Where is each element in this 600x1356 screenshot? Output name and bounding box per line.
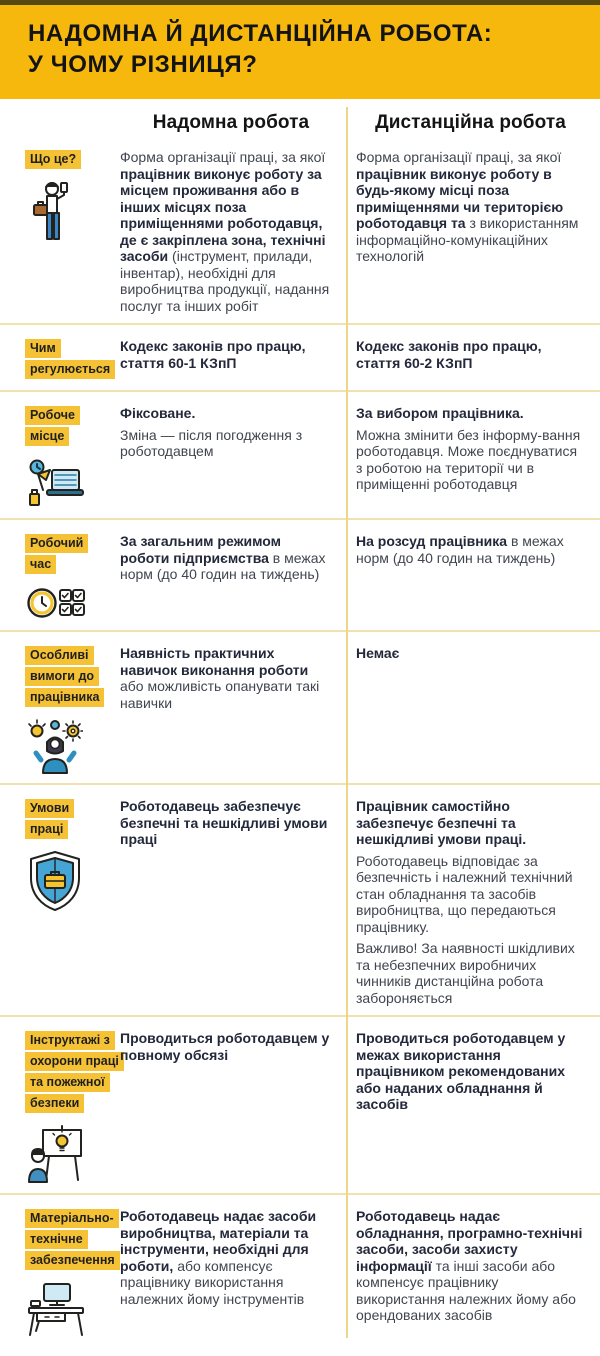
cell-paragraph: Можна змінити без інформу-вання роботодавця. Може поєднуватися з роботою на території чи в приміщенні роботодавця — [356, 426, 581, 492]
cell-home-work — [120, 338, 342, 381]
desk-computer-icon — [27, 1281, 85, 1337]
table-row — [0, 1195, 600, 1346]
cell-paragraph: Роботодавець надає обладнання, програмно-технічні засоби, засоби захисту інформації та інші засоби або компенсує працівнику використання належних йому або орендованих засобів — [356, 1208, 583, 1323]
row-label — [25, 798, 120, 1006]
clock-schedule-icon — [27, 585, 85, 621]
cell-paragraph: Роботодавець забезпечує безпечні та нешкідливі умови праці — [120, 798, 328, 847]
cell-home-work — [120, 798, 342, 1006]
cell-remote-work — [342, 645, 585, 774]
cell-paragraph: За вибором працівника. — [356, 405, 524, 421]
row-label-line: регулюється — [25, 360, 115, 379]
row-label — [25, 533, 120, 621]
cell-remote-work — [342, 405, 585, 509]
cell-home-work — [120, 1208, 342, 1337]
cell-paragraph: Форма організації праці, за якої працівник виконує роботу в будь-якому місці поза приміщеннями чи територією роботодавця та з використанням інформаційно-комунікаційних технологій — [356, 149, 579, 264]
row-label — [25, 1030, 120, 1184]
row-label — [25, 1208, 120, 1337]
column-header-home-work: Надомна робота — [152, 112, 310, 133]
person-briefcase-icon — [27, 180, 77, 248]
skills-idea-icon — [27, 718, 83, 774]
table-row — [0, 325, 600, 392]
workspace-icon — [27, 457, 85, 509]
row-label-line: Чим — [25, 339, 61, 358]
page-title-line1: НАДОМНА Й ДИСТАНЦІЙНА РОБОТА: — [28, 20, 493, 47]
cell-paragraph: За загальним режимом роботи підприємства в межах норм (до 40 годин на тиждень) — [120, 533, 326, 582]
column-divider — [346, 107, 348, 1338]
row-label-line: безпеки — [25, 1094, 84, 1113]
table-rows — [0, 136, 600, 1346]
cell-paragraph: Кодекс законів про працю, стаття 60-2 КЗпП — [356, 338, 542, 371]
cell-paragraph: Проводиться роботодавцем у повному обсязі — [120, 1030, 330, 1063]
cell-paragraph: Наявність практичних навичок виконання роботи або можливість опанувати такі навички — [120, 645, 320, 711]
column-header-remote-work: Дистанційна робота — [375, 112, 566, 133]
row-label-line: забезпечення — [25, 1251, 120, 1270]
header — [0, 5, 600, 99]
row-label-line: та пожежної — [25, 1073, 110, 1092]
row-label — [25, 338, 120, 381]
cell-paragraph: Працівник самостійно забезпечує безпечні та нешкідливі умови праці. — [356, 798, 527, 847]
row-label-line: Інструктажі з — [25, 1031, 115, 1050]
cell-home-work — [120, 149, 342, 314]
cell-paragraph: Роботодавець надає засоби виробництва, матеріали та інструменти, необхідні для роботи, або компенсує працівнику використання належних йому інструментів — [120, 1208, 317, 1307]
cell-remote-work — [342, 149, 585, 314]
cell-remote-work — [342, 1208, 585, 1337]
cell-remote-work — [342, 1030, 585, 1184]
table-row — [0, 785, 600, 1017]
row-label-line: місце — [25, 427, 69, 446]
comparison-table — [0, 99, 600, 1356]
page-title — [28, 18, 572, 80]
row-label-line: Робочий — [25, 534, 88, 553]
row-label-line: час — [25, 555, 56, 574]
shield-briefcase-icon — [27, 850, 83, 912]
row-label — [25, 149, 120, 314]
cell-paragraph: Кодекс законів про працю, стаття 60-1 КЗпП — [120, 338, 306, 371]
table-row — [0, 520, 600, 632]
table-row — [0, 1017, 600, 1195]
row-label-line: вимоги до — [25, 667, 99, 686]
cell-remote-work — [342, 533, 585, 621]
table-row — [0, 392, 600, 520]
cell-paragraph: На розсуд працівника в межах норм (до 40 годин на тиждень) — [356, 533, 564, 566]
row-label-line: Умови — [25, 799, 74, 818]
cell-paragraph: Проводиться роботодавцем у межах використання працівником рекомендованих або наданих обладнання й засобів — [356, 1030, 566, 1112]
cell-paragraph: Роботодавець відповідає за безпечність і належний технічний стан обладнання та засобів виробництва, що передаються працівнику. — [356, 852, 573, 935]
training-presentation-icon — [27, 1124, 83, 1184]
cell-paragraph: Зміна — після погодження з роботодавцем — [120, 426, 303, 459]
cell-remote-work — [342, 338, 585, 381]
cell-paragraph: Фіксоване. — [120, 405, 196, 421]
table-row — [0, 632, 600, 785]
cell-home-work — [120, 645, 342, 774]
row-label — [25, 405, 120, 509]
table-row — [0, 136, 600, 325]
row-label-line: працівника — [25, 688, 104, 707]
row-label-line: праці — [25, 820, 68, 839]
cell-home-work — [120, 533, 342, 621]
cell-home-work — [120, 405, 342, 509]
column-headers — [0, 99, 600, 136]
row-label-line: Матеріально- — [25, 1209, 119, 1228]
cell-remote-work — [342, 798, 585, 1006]
cell-paragraph: Форма організації праці, за якої працівник виконує роботу за місцем проживання або в інших місцях поза приміщеннями роботодавця, де є закріплена зона, технічні засоби (інструмент, прилади, інвентар), необхідні для виробництва продукції, надання послуг та інших робіт — [120, 149, 330, 314]
cell-paragraph: Немає — [356, 645, 400, 661]
row-label-line: Що це? — [25, 150, 81, 169]
cell-home-work — [120, 1030, 342, 1184]
row-label-line: охорони праці — [25, 1052, 124, 1071]
row-label — [25, 645, 120, 774]
row-label-line: Особливі — [25, 646, 94, 665]
cell-paragraph: Важливо! За наявності шкідливих та небезпечних виробничих чинників дистанційна робота забороняється — [356, 940, 575, 1006]
row-label-line: технічне — [25, 1230, 88, 1249]
page-title-line2: У ЧОМУ РІЗНИЦЯ? — [28, 51, 258, 78]
row-label-line: Робоче — [25, 406, 80, 425]
